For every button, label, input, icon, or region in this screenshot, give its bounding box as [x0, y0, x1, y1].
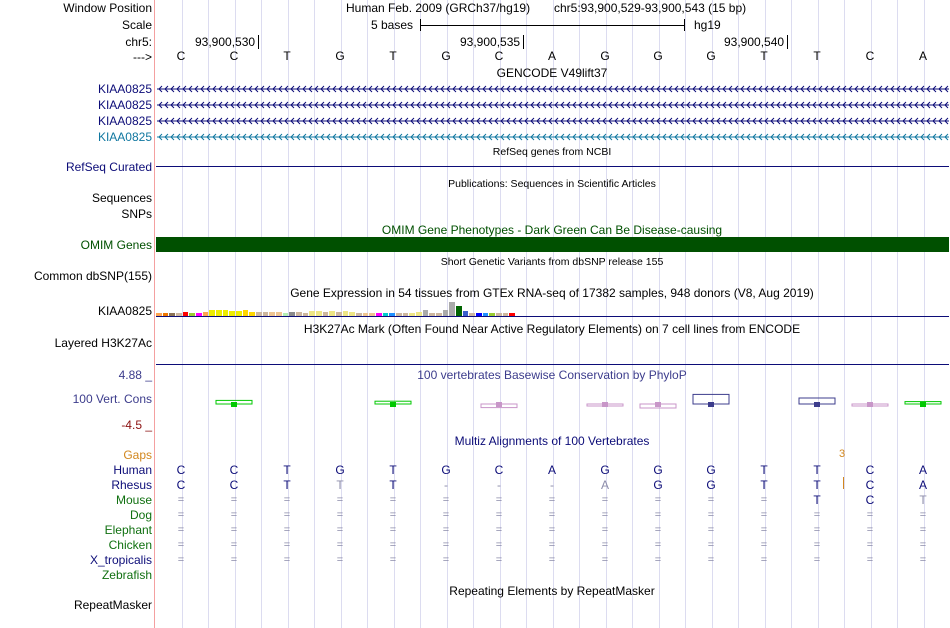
multiz-species-label[interactable]: Human [113, 463, 152, 477]
multiz-base: = [495, 554, 503, 566]
multiz-base: = [442, 554, 450, 566]
multiz-base: T [813, 463, 821, 477]
reference-base: C [494, 49, 504, 63]
multiz-base: = [654, 554, 662, 566]
reference-base: G [706, 49, 716, 63]
multiz-base: = [389, 494, 397, 506]
multiz-base: = [283, 494, 291, 506]
coord-label-1: 93,900,530 [195, 35, 259, 49]
gtex-expression-bars[interactable] [156, 300, 949, 316]
multiz-base: - [550, 478, 554, 492]
multiz-base: - [497, 478, 501, 492]
multiz-species-label[interactable]: Elephant [104, 523, 152, 537]
multiz-base: = [336, 554, 344, 566]
reference-base: T [283, 49, 291, 63]
cons-score-dot [231, 402, 237, 407]
multiz-base: = [654, 509, 662, 521]
multiz-base: C [865, 463, 875, 477]
reference-sequence [0, 49, 950, 63]
multiz-base: A [918, 478, 928, 492]
gencode-transcript-strand[interactable] [157, 117, 949, 125]
reference-base: T [760, 49, 768, 63]
multiz-base: = [760, 539, 768, 551]
multiz-base: = [230, 509, 238, 521]
multiz-gaps-label: Gaps [123, 448, 152, 462]
multiz-base: T [760, 463, 768, 477]
multiz-base: C [865, 493, 875, 507]
cons-max-label: 4.88 _ [118, 368, 152, 382]
multiz-base: = [442, 539, 450, 551]
assembly-text: Human Feb. 2009 (GRCh37/hg19) [346, 1, 531, 15]
cons-score-dot [655, 402, 661, 407]
multiz-base: = [442, 494, 450, 506]
multiz-species-label[interactable]: Zebrafish [101, 568, 152, 582]
label-divider [154, 0, 155, 628]
multiz-base: = [548, 554, 556, 566]
multiz-base: T [813, 478, 821, 492]
multiz-base: = [336, 494, 344, 506]
strand-label: ---> [133, 50, 152, 64]
gencode-transcript-strand[interactable] [157, 85, 949, 93]
cons-min-label: -4.5 _ [121, 418, 152, 432]
multiz-gap-marker: 3 [839, 448, 846, 460]
multiz-base: = [866, 509, 874, 521]
multiz-base: = [707, 554, 715, 566]
multiz-base: = [283, 554, 291, 566]
multiz-base: = [601, 524, 609, 536]
omim-phenotype-bar[interactable] [156, 237, 949, 252]
multiz-base: C [865, 478, 875, 492]
multiz-base: C [176, 463, 186, 477]
multiz-base: = [919, 554, 927, 566]
cons-score-dot [390, 402, 396, 407]
multiz-base: = [654, 539, 662, 551]
gtex-track-title[interactable]: Gene Expression in 54 tissues from GTEx RNA-seq of 17382 samples, 948 donors (V8, Aug 2019) [290, 286, 814, 300]
reference-base: G [335, 49, 345, 63]
multiz-base: G [600, 463, 610, 477]
cons-score-dot [708, 402, 714, 407]
multiz-base: = [495, 494, 503, 506]
multiz-base: = [336, 524, 344, 536]
multiz-base: = [760, 494, 768, 506]
reference-base: T [813, 49, 821, 63]
cons-score-dot [602, 402, 608, 407]
reference-base: A [918, 49, 928, 63]
multiz-species-label[interactable]: Dog [129, 508, 152, 522]
multiz-base: = [654, 524, 662, 536]
multiz-base: T [389, 463, 397, 477]
multiz-base: = [601, 494, 609, 506]
multiz-species-label[interactable]: X_tropicalis [89, 553, 152, 567]
cons-track-label[interactable]: 100 Vert. Cons [72, 392, 152, 406]
multiz-base: - [444, 478, 448, 492]
multiz-base: = [707, 524, 715, 536]
reference-base: C [229, 49, 239, 63]
multiz-base: = [813, 524, 821, 536]
scale-text: 5 bases [371, 18, 414, 32]
multiz-base: = [813, 509, 821, 521]
multiz-base: = [230, 554, 238, 566]
multiz-base: = [707, 509, 715, 521]
multiz-base: = [283, 524, 291, 536]
multiz-base: C [229, 478, 239, 492]
reference-base: G [441, 49, 451, 63]
multiz-base: = [495, 524, 503, 536]
gtex-track-label[interactable]: KIAA0825 [97, 304, 152, 318]
cons-score-dot [814, 402, 820, 407]
multiz-base: C [229, 463, 239, 477]
repeatmasker-track-title[interactable]: Repeating Elements by RepeatMasker [449, 584, 655, 598]
cons-track-title[interactable]: 100 vertebrates Basewise Conservation by PhyloP [417, 368, 687, 382]
multiz-base: = [601, 509, 609, 521]
scale-label: Scale [121, 18, 152, 32]
multiz-base: = [230, 494, 238, 506]
multiz-base: T [283, 478, 291, 492]
multiz-base: T [760, 478, 768, 492]
reference-base: C [176, 49, 186, 63]
h3k27ac-track-title[interactable]: H3K27Ac Mark (Often Found Near Active Regulatory Elements) on 7 cell lines from ENCODE [303, 322, 801, 336]
publications-track-title[interactable]: Publications: Sequences in Scientific Articles [448, 178, 656, 190]
multiz-base: = [548, 524, 556, 536]
multiz-base: = [601, 539, 609, 551]
refseq-track-title[interactable]: RefSeq genes from NCBI [492, 146, 612, 158]
multiz-base: = [866, 524, 874, 536]
refseq-track-label[interactable]: RefSeq Curated [65, 160, 152, 174]
multiz-base: = [760, 524, 768, 536]
multiz-base: A [918, 463, 928, 477]
multiz-base: = [919, 524, 927, 536]
multiz-base: = [336, 509, 344, 521]
gencode-transcript-label[interactable]: KIAA0825 [97, 98, 152, 112]
reference-base: G [600, 49, 610, 63]
refseq-gene-line[interactable] [156, 166, 949, 167]
scale-bar [420, 18, 685, 32]
multiz-species-label[interactable]: Chicken [108, 538, 152, 552]
multiz-base: = [177, 539, 185, 551]
gencode-transcript-label[interactable]: KIAA0825 [97, 130, 152, 144]
window-position-label: Window Position [63, 1, 152, 15]
multiz-base: = [177, 494, 185, 506]
multiz-base: = [389, 509, 397, 521]
chrom-label: chr5: [125, 35, 152, 49]
multiz-base: = [919, 539, 927, 551]
multiz-base: G [653, 463, 663, 477]
gtex-tissue-bar[interactable] [449, 302, 455, 316]
multiz-base: T [389, 478, 397, 492]
multiz-base: G [653, 478, 663, 492]
multiz-track-title[interactable]: Multiz Alignments of 100 Vertebrates [454, 434, 650, 448]
multiz-base: = [230, 524, 238, 536]
reference-base: G [653, 49, 663, 63]
multiz-base: = [813, 554, 821, 566]
multiz-species-label[interactable]: Mouse [115, 493, 152, 507]
multiz-base: = [442, 524, 450, 536]
multiz-base: = [177, 524, 185, 536]
multiz-base: T [283, 463, 291, 477]
multiz-base: T [919, 493, 927, 507]
multiz-base: = [442, 509, 450, 521]
multiz-base: = [389, 524, 397, 536]
gtex-tissue-bar[interactable] [456, 306, 462, 316]
multiz-base: = [654, 494, 662, 506]
multiz-base: = [548, 539, 556, 551]
multiz-base: C [176, 478, 186, 492]
multiz-base: = [283, 509, 291, 521]
multiz-base: = [813, 539, 821, 551]
gencode-transcript-strand[interactable] [157, 101, 949, 109]
multiz-base: T [336, 478, 344, 492]
multiz-species-label[interactable]: Rhesus [111, 478, 152, 492]
gencode-track-title[interactable]: GENCODE V49lift37 [496, 66, 608, 80]
multiz-base: G [706, 478, 716, 492]
h3k27ac-baseline [156, 364, 949, 365]
repeatmasker-track-label[interactable]: RepeatMasker [73, 598, 152, 612]
multiz-base: = [760, 554, 768, 566]
multiz-base: G [706, 463, 716, 477]
reference-base: C [865, 49, 875, 63]
cons-plot[interactable] [156, 380, 949, 430]
multiz-base: G [335, 463, 345, 477]
multiz-base: G [441, 463, 451, 477]
multiz-base: = [548, 509, 556, 521]
multiz-base: A [547, 463, 557, 477]
multiz-base: = [707, 539, 715, 551]
gencode-transcript-label[interactable]: KIAA0825 [97, 114, 152, 128]
multiz-base: = [336, 539, 344, 551]
dbsnp-track-label[interactable]: Common dbSNP(155) [33, 269, 152, 283]
reference-base: T [389, 49, 397, 63]
cons-score-dot [920, 402, 926, 407]
insertion-marker [843, 477, 844, 489]
gencode-transcript-strand[interactable] [157, 133, 949, 141]
multiz-base: T [813, 493, 821, 507]
cons-score-dot [867, 402, 873, 407]
multiz-base: = [919, 509, 927, 521]
db-text: hg19 [694, 18, 721, 32]
multiz-base: = [495, 509, 503, 521]
cons-score-dot [496, 402, 502, 407]
multiz-base: C [494, 463, 504, 477]
gencode-transcript-label[interactable]: KIAA0825 [97, 82, 152, 96]
reference-base: A [547, 49, 557, 63]
dbsnp-track-title[interactable]: Short Genetic Variants from dbSNP release 155 [440, 256, 664, 268]
multiz-base: = [760, 509, 768, 521]
omim-track-title[interactable]: OMIM Gene Phenotypes - Dark Green Can Be Disease-causing [381, 223, 723, 237]
gtex-gene-line [156, 316, 949, 317]
multiz-base: = [177, 509, 185, 521]
multiz-base: = [389, 554, 397, 566]
publications-snps-label[interactable]: SNPs [121, 207, 152, 221]
multiz-base: = [866, 539, 874, 551]
multiz-base: A [600, 478, 610, 492]
multiz-base: = [495, 539, 503, 551]
multiz-base: = [283, 539, 291, 551]
multiz-base: = [230, 539, 238, 551]
omim-track-label[interactable]: OMIM Genes [80, 238, 152, 252]
coord-label-3: 93,900,540 [724, 35, 788, 49]
h3k27ac-track-label[interactable]: Layered H3K27Ac [54, 336, 152, 350]
multiz-base: = [177, 554, 185, 566]
multiz-base: = [866, 554, 874, 566]
multiz-base: = [548, 494, 556, 506]
multiz-base: = [389, 539, 397, 551]
publications-sequences-label[interactable]: Sequences [91, 191, 152, 205]
coord-label-2: 93,900,535 [460, 35, 524, 49]
position-text[interactable]: chr5:93,900,529-93,900,543 (15 bp) [554, 1, 747, 15]
multiz-base: = [601, 554, 609, 566]
multiz-base: = [707, 494, 715, 506]
